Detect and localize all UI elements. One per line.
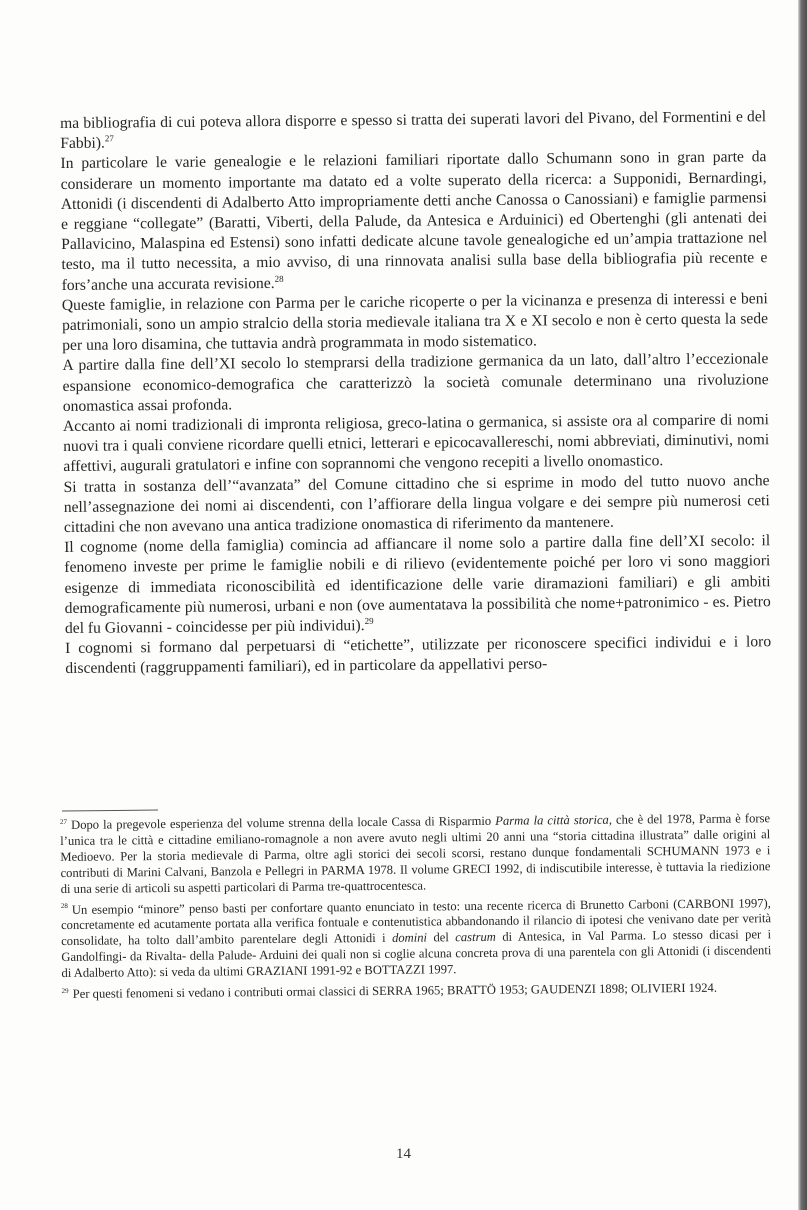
footnotes [60,811,772,1008]
footnote-number: 28 [60,902,68,911]
footnote [61,896,772,982]
page-number: 14 [396,1146,411,1162]
footnote-reference: 29 [364,615,374,626]
footnote-number: 29 [61,986,69,995]
footnote-text: Dopo la pregevole esperienza del volume strenna della locale Cassa di Risparmio [70,813,496,832]
footnote-text: che è del 1978, Parma è forse l’unica tra le città e cittadine emiliano-romagnole a non avere avuto negli ultimi 20 anni una “storia cittadina illustrata” dalle origini al Medioevo. Per la storia medievale di Parma, oltre agli storici dei secoli scorsi, restano dunque fondamentali SCHUMANN 1973 e i contributi di Marini Calvani, Banzola e Pellegri in PARMA 1978. Il volume GRECI 1992, di indiscutibile interesse, è tuttavia la riedizione di una serie di articoli su aspetti particolari di Parma tre-quattrocentesca. [60,811,771,896]
main-text [60,107,771,679]
footnote [60,811,771,897]
paragraph [63,410,770,477]
paragraph-text: I cognomi si formano dal perpetuarsi di “etichette”, utilizzate per riconoscere specifici individui e i loro discendenti (raggruppamenti familiari), ed in particolare da appellativi perso- [65,633,772,678]
paragraph [63,471,770,538]
footnote-text: del [426,930,456,945]
footnote-number: 27 [59,817,68,826]
footnote-italic-title: Parma la città storica, [495,812,613,828]
paragraph-text: In particolare le varie genealogie e le relazioni familiari riportate dallo Schumann sono in gran parte da considerare un momento importante ma datato ed a volte superato della ricerca: a Supponidi, Bernardingi, Attonidi (i discendenti di Adalberto Atto impropriamente detti anche Canossa o Canossiani) e famiglie parmensi e reggiane “collegate” (Baratti, Viberti, della Palude, da Antesica e Arduinici) ed Obertenghi (gli antenati dei Pallavicino, Malaspina ed Estensi) sono infatti dedicate alcune tavole genealogiche ed un’ampia trattazione nel testo, ma il tutto necessita, a mio avviso, di una rinnovata analisi sulla base della bibliografia più recente e fors’anche una accurata revisione. [60,148,768,294]
footnote-separator [62,810,158,812]
footnote-italic-term: domini [391,930,428,946]
paragraph [62,350,769,417]
footnote-text: Un esempio “minore” penso basti per confortare quanto enunciato in testo: una recente ricerca di Brunetto Carboni (CARBONI 1997), concretamente ed acutamente portata alla verifica fontuale e contenutistica abbandonando il rilancio di ipotesi che venivano date per verità consolidate, ha tolto dall’ambito parentelare degli Attonidi i [60,895,772,949]
paragraph [60,148,767,296]
page-edge-shadow [798,0,807,1210]
footnote-italic-term: castrum [455,930,496,945]
footnote-text: Per questi fenomeni si vedano i contributi ormai classici di SERRA 1965; BRATTÖ 1953; GAUDENZI 1898; OLIVIERI 1924. [72,980,718,1001]
footnote [62,980,772,1003]
paragraph [62,289,769,356]
footnote-reference: 27 [104,133,114,144]
paragraph [64,531,771,639]
paragraph-text: ma bibliografia di cui poteva allora disporre e spesso si tratta dei superati lavori del Pivano, del Formentini e del Fabbi). [60,108,767,153]
paragraph [65,632,771,679]
footnote-text: di Antesica, in Val Parma. Lo stesso dicasi per i Gandolfingi- da Rivalta- della Palude- Arduini dei quali non si coglie alcuna concreta prova di una parentela con gli Attonidi (i discendenti di Adalberto Atto): si veda da ultimi GRAZIANI 1991-92 e BOTTAZZI 1997. [61,927,772,981]
paragraph [60,107,766,154]
paragraph-text: Queste famiglie, in relazione con Parma per le cariche ricoperte o per la vicinanza e presenza di interessi e beni patrimoniali, sono un ampio stralcio della storia medievale italiana tra X e XI secolo e non è certo questa la sede per una loro disamina, che tuttavia andrà programmata in modo sistematico. [61,290,769,355]
footnote-reference: 28 [274,273,284,284]
paragraph-text: A partire dalla fine dell’XI secolo lo stemprarsi della tradizione germanica da un lato, dall’altro l’eccezionale espansione economico-demografica che caratterizzò la società comunale determinano una rivoluzione onomastica assai profonda. [62,350,769,415]
paragraph-text: Il cognome (nome della famiglia) comincia ad affiancare il nome solo a partire dalla fine dell’XI secolo: il fenomeno investe per prime le famiglie nobili e di rilievo (evidentemente poiché per loro vi sono maggiori esigenze di immediata riconoscibilità ed identificazione delle varie diramazioni familiari) e gli ambiti demograficamente più numerosi, urbani e non (ove aumentatava la possibilità che nome+patronimico - es. Pietro del fu Giovanni - coincidesse per più individui). [64,532,771,638]
paragraph-text: Si tratta in sostanza dell’“avanzata” del Comune cittadino che si esprime in modo del tutto nuovo anche nell’assegnazione dei nomi ai discendenti, con l’affiorare della lingua volgare e dei sempre più numerosi ceti cittadini che non avevano una antica tradizione onomastica di riferimento da mantenere. [63,471,770,537]
paragraph-text: Accanto ai nomi tradizionali di impronta religiosa, greco-latina o germanica, si assiste ora al comparire di nomi nuovi tra i quali conviene ricordare quelli etnici, letterari e epicocavallereschi, nomi abbreviati, diminutivi, nomi affettivi, augurali gratulatori e infine con soprannomi che vengono recepiti a livello onomastico. [62,411,770,476]
